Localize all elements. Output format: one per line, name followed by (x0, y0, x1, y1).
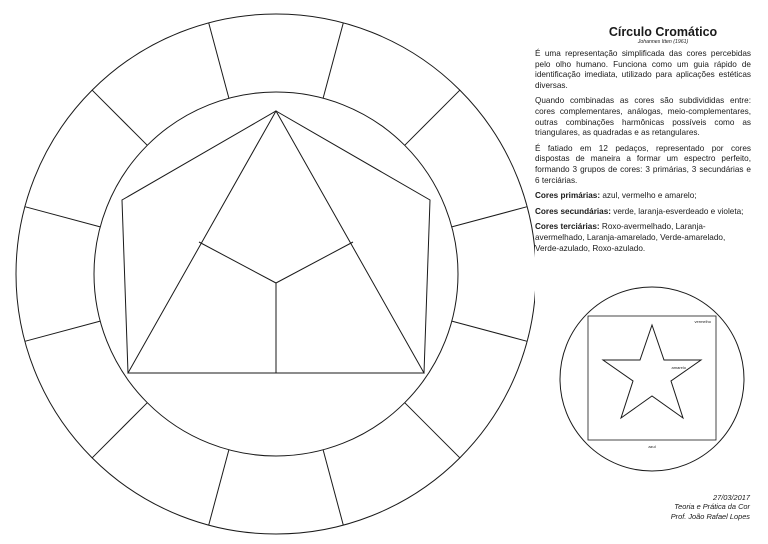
author-credit: Johannes Itten (1961) (637, 39, 689, 45)
label-top-right: vermelho (694, 319, 711, 324)
footer-course: Teoria e Prática da Cor (674, 502, 750, 512)
primary-text: azul, vermelho e amarelo; (600, 191, 697, 201)
primary-label: Cores primárias: (535, 191, 601, 201)
paragraph-slices: É fatiado em 12 pedaços, representado por cores dispostas de maneira a formar um espectro perfeito, formando 3 grupos de cores: 3 primárias, 3 secundárias e 6 terciárias. (535, 143, 751, 185)
footer-teacher: Prof. João Rafael Lopes (670, 511, 750, 521)
footer-date: 27/03/2017 (713, 493, 750, 502)
info-panel (535, 26, 751, 259)
tertiary-text: Roxo-avermelhado, Laranja-avermelhado, Laranja-amarelado, Verde-amarelado, Verde-azulado, Roxo-azulado. (535, 222, 726, 253)
label-star: amarelo (671, 365, 686, 370)
inner-circle (94, 92, 458, 456)
footer-credits (671, 493, 750, 521)
paragraph-combinations: Quando combinadas as cores são subdivididas entre: cores complementares, análogas, meio-complementares, outras combinações harmônicas possíveis como as triangulares, as quadradas e as retangulares. (535, 96, 751, 138)
secondary-text: verde, laranja-esverdeado e violeta; (611, 206, 744, 216)
tertiary-label: Cores terciárias: (535, 222, 600, 232)
paragraph-definition: É uma representação simplificada das cores percebidas pelo olho humano. Funciona como um guia rápido de identificação imediata, utilizado para aplicações estéticas diversas. (535, 49, 751, 90)
tertiary-colors (535, 222, 751, 254)
secondary-label: Cores secundárias: (535, 206, 611, 216)
primary-colors (535, 191, 751, 202)
label-bottom: azul (648, 444, 656, 449)
page-title: Círculo Cromático (608, 25, 718, 39)
star-inset-diagram (555, 285, 750, 475)
secondary-colors (535, 207, 751, 218)
